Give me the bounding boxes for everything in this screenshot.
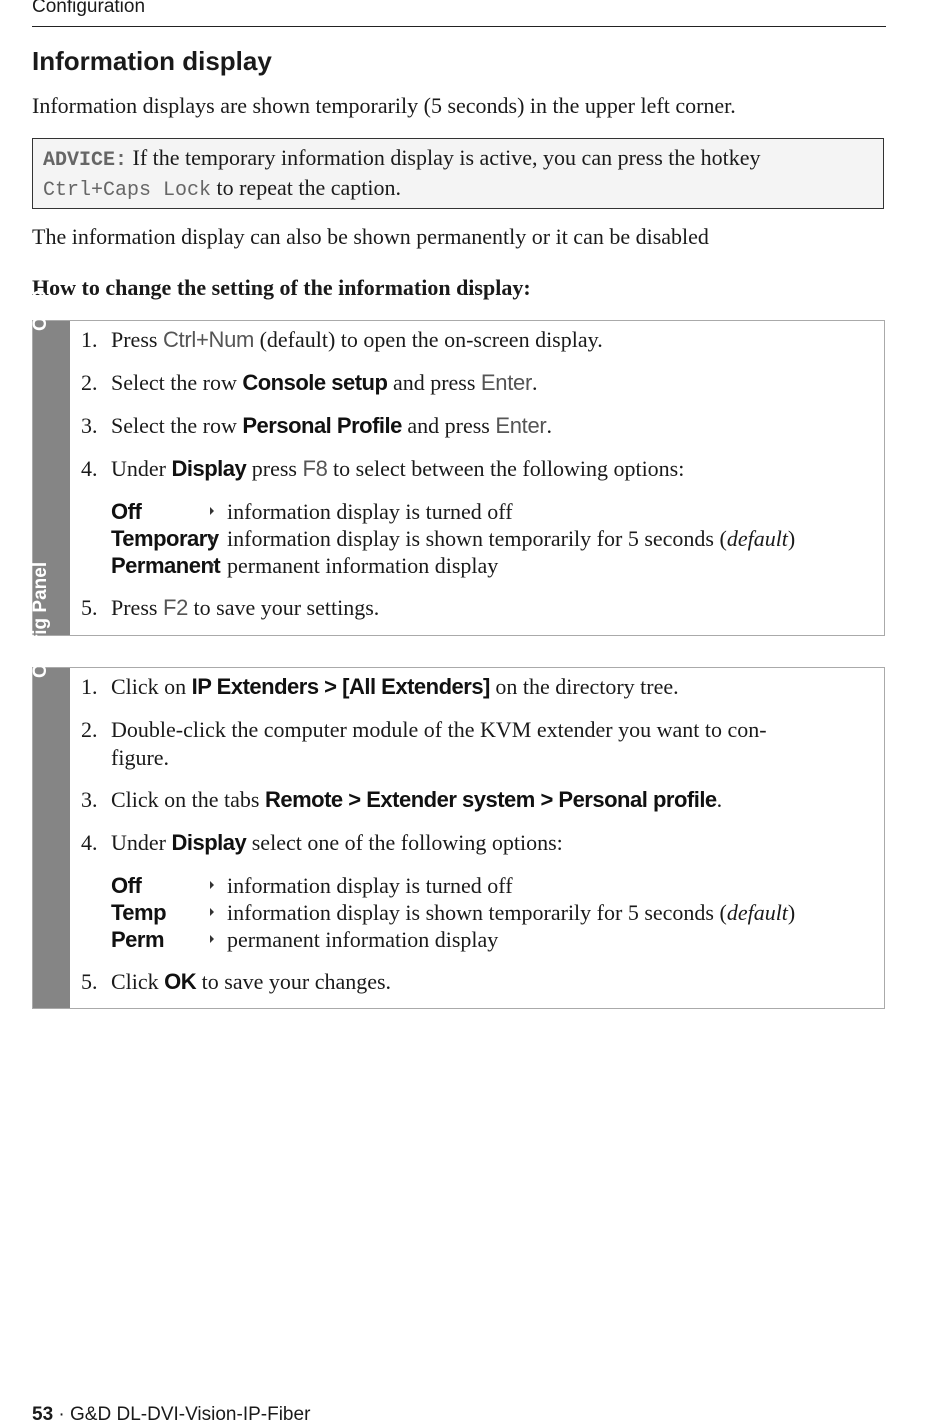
step-text: figure.: [111, 745, 170, 770]
menu-path: Remote > Extender system > Personal profile: [264, 787, 717, 812]
step-number: 5.: [81, 969, 98, 994]
step-text: .: [532, 370, 538, 395]
arrow-right-icon: [210, 908, 214, 916]
step-text: Press: [111, 595, 163, 620]
hotkey: Ctrl+Num: [162, 327, 255, 352]
step-number: 1.: [81, 327, 98, 352]
config-panel-side-tab: [29, 561, 70, 1008]
arrow-right-icon: [210, 935, 214, 943]
step-number: 1.: [81, 674, 98, 699]
option-description: permanent information display: [227, 927, 499, 952]
osd-option-permanent: [111, 553, 874, 580]
step-text: Click: [111, 969, 165, 994]
page-footer: [32, 1404, 310, 1426]
step-text: .: [716, 787, 723, 812]
menu-item-name: Personal Profile: [242, 413, 402, 438]
menu-item-name: Display: [171, 456, 247, 481]
advice-label: ADVICE:: [43, 149, 128, 172]
hotkey: Enter: [480, 370, 533, 395]
option-name: Temporary: [111, 526, 219, 551]
step-number: 2.: [81, 717, 98, 742]
step-text: Select the row: [111, 370, 243, 395]
cfg-option-temp: [111, 900, 874, 927]
step-text: to save your changes.: [196, 969, 392, 994]
cfg-option-off: [111, 873, 874, 900]
advice-hotkey: Ctrl+Caps Lock: [43, 179, 212, 202]
option-name: Temp: [111, 900, 167, 925]
button-name: OK: [164, 969, 197, 994]
arrow-right-icon: [210, 881, 214, 889]
option-name: Permanent: [111, 553, 221, 578]
option-description: information display is shown temporarily for 5 seconds (: [227, 900, 727, 925]
option-description-end: ): [787, 900, 796, 925]
step-text: select one of the following options:: [246, 830, 563, 855]
osd-option-temporary: [111, 526, 874, 553]
arrow-right-icon: [210, 561, 214, 569]
osd-side-label: OSD: [29, 289, 51, 331]
step-number: 4.: [81, 456, 98, 481]
advice-box: [32, 138, 884, 209]
step-text: and press: [387, 370, 481, 395]
menu-path: IP Extenders > [All Extenders]: [191, 674, 490, 699]
cfg-option-perm: [111, 927, 874, 954]
howto-heading: How to change the setting of the information display:: [32, 275, 531, 300]
option-name: Perm: [111, 927, 165, 952]
footer-separator: ·: [53, 1404, 71, 1425]
intro-text: Information displays are shown temporarily (5 seconds) in the upper left corner.: [32, 93, 736, 118]
option-description: permanent information display: [227, 553, 499, 578]
page-title: Information display: [32, 46, 272, 76]
hotkey: F2: [162, 595, 189, 620]
osd-instructions-panel: [29, 289, 885, 636]
step-text: to save your settings.: [188, 595, 380, 620]
step-number: 3.: [81, 787, 98, 812]
page-number: 53: [32, 1404, 54, 1425]
arrow-right-icon: [210, 534, 214, 542]
menu-item-name: Console setup: [242, 370, 388, 395]
running-header: [32, 0, 886, 27]
osd-option-off: [111, 499, 874, 526]
menu-item-name: Display: [171, 830, 247, 855]
advice-text-1: If the temporary information display is active, you can press the hotkey: [127, 145, 761, 170]
advice-text-2: to repeat the caption.: [211, 175, 402, 200]
step-text: (default) to open the on-screen display.: [254, 327, 603, 352]
product-name: G&D DL-DVI-Vision-IP-Fiber: [70, 1404, 311, 1425]
step-text: and press: [401, 413, 496, 438]
step-text: Under: [111, 456, 172, 481]
step-text: Click on the tabs: [111, 787, 265, 812]
step-text: Press: [111, 327, 163, 352]
default-marker: default: [726, 900, 788, 925]
step-text: to select between the following options:: [327, 456, 685, 481]
step-text: Double-click the computer module of the KVM extender you want to con-: [111, 717, 767, 742]
default-marker: default: [726, 526, 788, 551]
display-options-text: The information display can also be shown permanently or it can be disabled: [32, 224, 709, 249]
step-text: press: [246, 456, 303, 481]
step-number: 2.: [81, 370, 98, 395]
step-text: .: [546, 413, 552, 438]
arrow-right-icon: [210, 507, 214, 515]
hotkey: F8: [302, 456, 328, 481]
step-number: 3.: [81, 413, 98, 438]
option-description-end: ): [787, 526, 796, 551]
step-number: 4.: [81, 830, 98, 855]
step-text: Under: [111, 830, 172, 855]
hotkey: Enter: [495, 413, 547, 438]
step-text: on the directory tree.: [489, 674, 679, 699]
section-name: Configuration: [32, 0, 146, 17]
option-name: Off: [111, 873, 142, 898]
step-text: Click on: [111, 674, 192, 699]
step-text: Select the row: [111, 413, 243, 438]
step-number: 5.: [81, 595, 98, 620]
option-description: information display is turned off: [227, 499, 513, 524]
option-description: information display is shown temporarily for 5 seconds (: [227, 526, 727, 551]
option-name: Off: [111, 499, 142, 524]
option-description: information display is turned off: [227, 873, 513, 898]
config-panel-side-label: Config Panel: [29, 561, 51, 678]
